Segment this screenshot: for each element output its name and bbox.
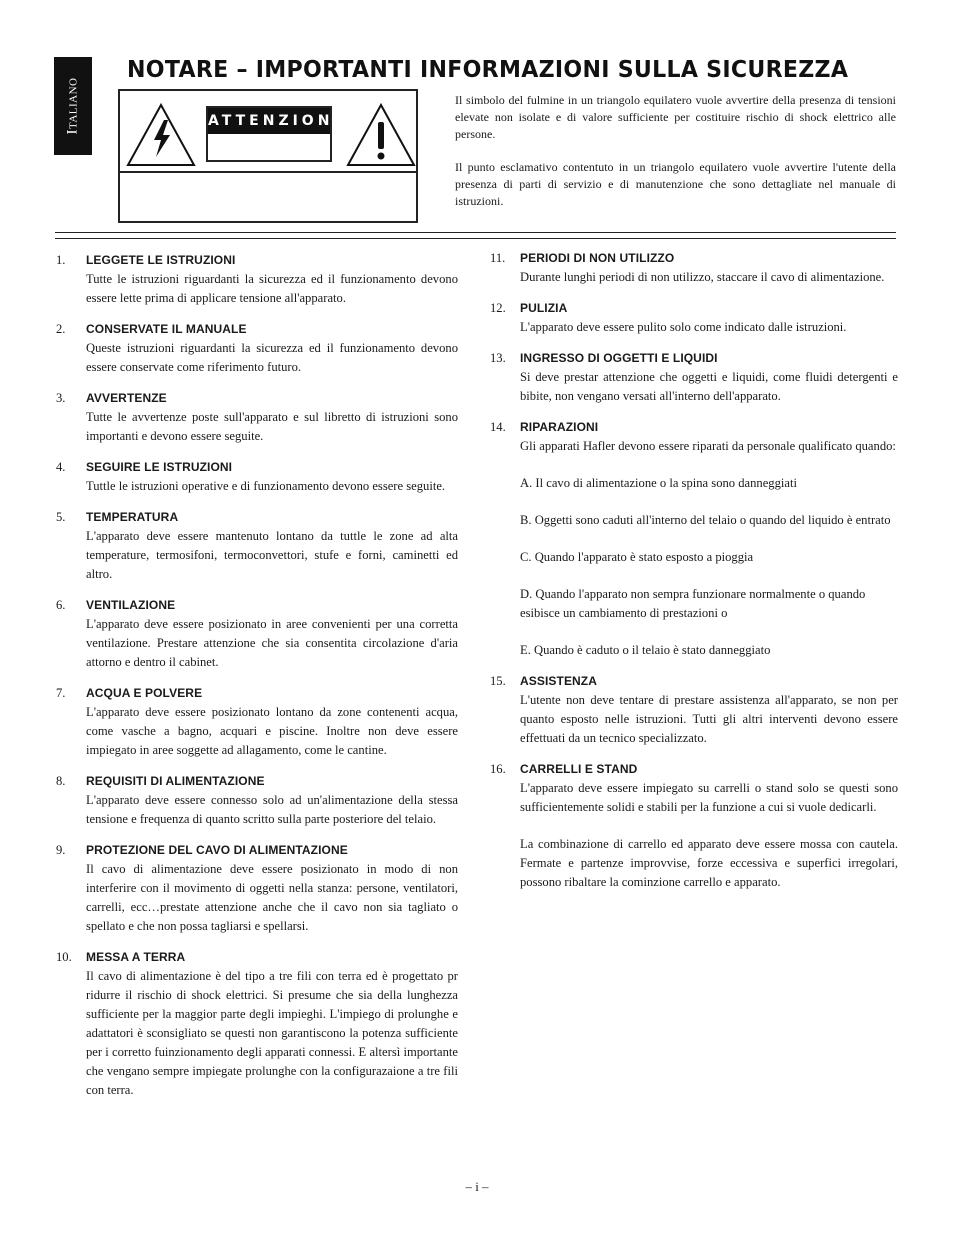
list-item [56, 841, 458, 936]
attention-label-frame [206, 106, 347, 162]
item-number: 13. [490, 351, 506, 365]
list-item [56, 772, 458, 829]
item-heading: TEMPERATURA [86, 510, 179, 524]
item-body: L'utente non deve tentare di prestare assistenza all'apparato, se non per quanto esposto nelle istruzioni. Tutti gli altri interventi devono essere effettuati da un tecnico specializzato. [520, 693, 898, 745]
item-body: Durante lunghi periodi di non utilizzo, staccare il cavo di alimentazione. [520, 270, 885, 284]
item-body: L'apparato deve essere impiegato su carrelli o stand solo se questi sono sufficientemente solidi e stabili per la funzione a cui si vuole dedicarli. [520, 781, 898, 814]
language-tab-label: Italiano [64, 77, 81, 135]
item-body: Tuttle le istruzioni operative e di funzionamento devono essere seguite. [86, 479, 446, 493]
item-number: 7. [56, 686, 66, 700]
item-number: 12. [490, 301, 506, 315]
item-heading: SEGUIRE LE ISTRUZIONI [86, 460, 233, 474]
list-item [56, 320, 458, 377]
sub-item: E. Quando è caduto o il telaio è stato danneggiato [520, 643, 771, 657]
item-number: 4. [56, 460, 66, 474]
list-item [56, 508, 458, 584]
list-item [56, 596, 458, 672]
item-number: 2. [56, 322, 66, 336]
exclamation-triangle-icon [345, 102, 417, 168]
item-heading: ACQUA E POLVERE [86, 686, 203, 700]
lightning-symbol-description: Il simbolo del fulmine in un triangolo equilatero vuole avvertire della presenza di tensioni elevate non isolate e di valore sufficiente per costituire rischio di shock elettrico alle persone. [455, 93, 896, 141]
item-body: Queste istruzioni riguardanti la sicurezza ed il funzionamento devono essere conservate come riferimento futuro. [86, 341, 458, 374]
item-heading: REQUISITI DI ALIMENTAZIONE [86, 774, 265, 788]
list-item [490, 299, 898, 337]
item-heading: RIPARAZIONI [520, 420, 599, 434]
list-item [490, 349, 898, 406]
item-heading: CARRELLI E STAND [520, 762, 638, 776]
item-number: 15. [490, 674, 506, 688]
item-number: 6. [56, 598, 66, 612]
item-paragraph: La combinazione di carrello ed apparato deve essere mossa con cautela. Fermate e partenze improvvise, forze eccessiva e superfici irregolari, possono ribaltare la cominzione carrello e apparato. [520, 837, 898, 889]
list-item [56, 948, 458, 1100]
sub-item: C. Quando l'apparato è stato esposto a pioggia [520, 550, 754, 564]
item-body: L'apparato deve essere posizionato lontano da zone contenenti acqua, come vasche a bagno, acquari e piscine. Inoltre non deve essere impiegato in aree soggette ad allagamento, come le cantine. [86, 705, 458, 757]
item-body: Si deve prestar attenzione che oggetti e liquidi, come fluidi detergenti e bibite, non vengano versati all'interno dell'apparato. [520, 370, 898, 403]
item-body: L'apparato deve essere posizionato in aree convenienti per una corretta ventilazione. Prestare attenzione che sia consentita circolazione d'aria attorno e dentro il cabinet. [86, 617, 458, 669]
list-item [490, 672, 898, 748]
item-heading: PULIZIA [520, 301, 568, 315]
page-title: NOTARE – IMPORTANTI INFORMAZIONI SULLA SICUREZZA [127, 57, 849, 83]
right-column [490, 249, 898, 904]
item-number: 16. [490, 762, 506, 776]
item-number: 3. [56, 391, 66, 405]
item-heading: CONSERVATE IL MANUALE [86, 322, 247, 336]
list-item [490, 760, 898, 892]
exclamation-symbol-description: Il punto esclamativo contentuto in un triangolo equilatero vuole avvertire l'utente della presenza di parti di servizio e di manutenzione che sono dettagliate nel manuale di istruzioni. [455, 160, 896, 208]
list-item [490, 418, 898, 660]
list-item [56, 389, 458, 446]
item-heading: LEGGETE LE ISTRUZIONI [86, 253, 236, 267]
item-body: Tutte le avvertenze poste sull'apparato e sul libretto di istruzioni sono importanti e devono essere seguite. [86, 410, 458, 443]
attention-label: ATTENZIONE [208, 108, 330, 134]
sub-item: B. Oggetti sono caduti all'interno del telaio o quando del liquido è entrato [520, 513, 891, 527]
item-heading: VENTILAZIONE [86, 598, 176, 612]
item-number: 11. [490, 251, 506, 265]
sub-item: D. Quando l'apparato non sempra funzionare normalmente o quando esibisce un cambiamento di prestazioni o [520, 587, 866, 620]
item-body: Il cavo di alimentazione è del tipo a tre fili con terra ed è progettato pr ridurre il rischio di shock elettrici. Si presume che sia della lunghezza sufficiente per la maggior parte degli impieghi. L'impiego di prolunghe e adattatori è sconsigliato se questi non garantiscono la potenza sufficiente per i corretto fuinzionamento degli apparati connessi. E altersì importante che vengano sempre impiegate prolunghe con la configurazaione a tre fili con terra. [86, 969, 458, 1097]
item-heading: ASSISTENZA [520, 674, 598, 688]
item-number: 10. [56, 950, 72, 964]
sub-item: A. Il cavo di alimentazione o la spina sono danneggiati [520, 476, 797, 490]
item-body: L'apparato deve essere connesso solo ad un'alimentazione della stessa tensione e frequenza di quanto scritto sulla parte posteriore del telaio. [86, 793, 458, 826]
page-number: – i – [465, 1179, 489, 1194]
language-tab [54, 57, 92, 155]
item-heading: AVVERTENZE [86, 391, 167, 405]
item-heading: MESSA A TERRA [86, 950, 186, 964]
item-body: L'apparato deve essere mantenuto lontano da tuttle le zone ad alta temperature, termosifoni, termoconvettori, stufe e forni, caminetti ed altro. [86, 529, 458, 581]
item-number: 8. [56, 774, 66, 788]
list-item [56, 458, 458, 496]
item-number: 1. [56, 253, 66, 267]
item-number: 9. [56, 843, 66, 857]
warning-box-divider [120, 171, 416, 173]
item-body: L'apparato deve essere pulito solo come indicato dalle istruzioni. [520, 320, 847, 334]
list-item [56, 684, 458, 760]
item-heading: INGRESSO DI OGGETTI E LIQUIDI [520, 351, 718, 365]
item-number: 5. [56, 510, 66, 524]
list-item [56, 251, 458, 308]
divider [55, 238, 896, 239]
lightning-triangle-icon [125, 102, 197, 168]
item-heading: PROTEZIONE DEL CAVO DI ALIMENTAZIONE [86, 843, 348, 857]
item-heading: PERIODI DI NON UTILIZZO [520, 251, 675, 265]
left-column [56, 251, 458, 1112]
item-body: Gli apparati Hafler devono essere riparati da personale qualificato quando: [520, 439, 896, 453]
warning-box [118, 89, 418, 223]
divider [55, 232, 896, 233]
item-body: Il cavo di alimentazione deve essere posizionato in modo di non interferire con il movimento di oggetti nella stanza: persone, ventilatori, carrelli, ecc…prestate attenzione anche che il cavo non sia tagliato o spellato e che non possa tagliarsi e spellarsi. [86, 862, 458, 933]
item-number: 14. [490, 420, 506, 434]
list-item [490, 249, 898, 287]
item-body: Tutte le istruzioni riguardanti la sicurezza ed il funzionamento devono essere lette prima di applicare tensione all'apparato. [86, 272, 458, 305]
